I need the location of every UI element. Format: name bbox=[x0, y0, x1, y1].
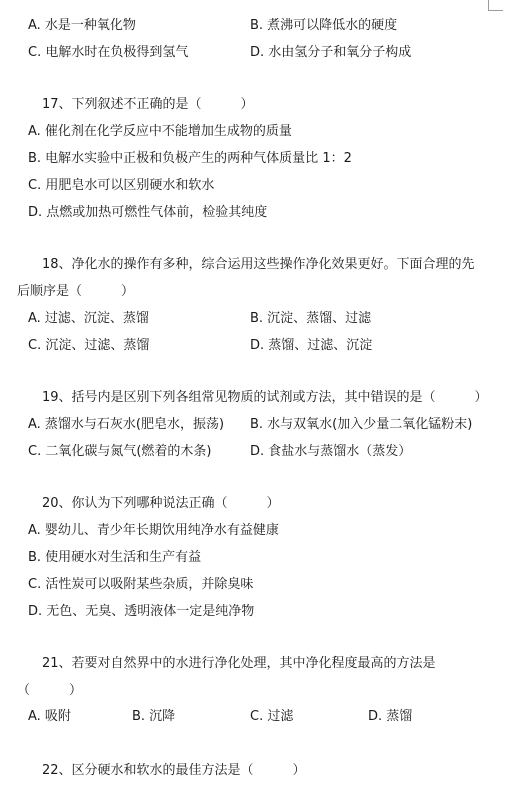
q19-option-c: C. 二氧化碳与氮气(燃着的木条) bbox=[28, 444, 212, 459]
q17-option-b: B. 电解水实验中正极和负极产生的两种气体质量比 1：2 bbox=[28, 151, 352, 166]
q21-option-d: D. 蒸馏 bbox=[368, 709, 413, 724]
q18-stem-line1: 18、净化水的操作有多种，综合运用这些操作净化效果更好。下面合理的先 bbox=[42, 257, 475, 272]
q21-option-a: A. 吸附 bbox=[28, 709, 71, 724]
q18-option-c: C. 沉淀、过滤、蒸馏 bbox=[28, 338, 150, 353]
q17-stem: 17、下列叙述不正确的是（ ） bbox=[42, 97, 254, 112]
q20-option-d: D. 无色、无臭、透明液体一定是纯净物 bbox=[28, 604, 255, 619]
q18-options-row1 bbox=[28, 310, 508, 328]
q18-options-row2 bbox=[28, 337, 508, 355]
q21-option-c: C. 过滤 bbox=[250, 709, 294, 724]
q21-stem-line1: 21、若要对自然界中的水进行净化处理，其中净化程度最高的方法是 bbox=[42, 656, 436, 671]
q20-stem: 20、你认为下列哪种说法正确（ ） bbox=[42, 496, 280, 511]
q19-options-row1 bbox=[28, 416, 508, 434]
q19-option-b: B. 水与双氧水(加入少量二氧化锰粉末) bbox=[250, 417, 473, 432]
q19-option-a: A. 蒸馏水与石灰水(肥皂水，振荡) bbox=[28, 417, 225, 432]
q18-stem-line2: 后顺序是（ ） bbox=[17, 284, 135, 299]
q17-option-c: C. 用肥皂水可以区别硬水和软水 bbox=[28, 178, 215, 193]
q17-option-d: D. 点燃或加热可燃性气体前，检验其纯度 bbox=[28, 205, 268, 220]
q16-options-row2 bbox=[28, 44, 508, 62]
q19-stem: 19、括号内是区别下列各组常见物质的试剂或方法，其中错误的是（ ） bbox=[42, 390, 488, 405]
q19-option-d: D. 食盐水与蒸馏水（蒸发） bbox=[250, 444, 412, 459]
q20-option-a: A. 婴幼儿、青少年长期饮用纯净水有益健康 bbox=[28, 523, 279, 538]
q16-option-c: C. 电解水时在负极得到氢气 bbox=[28, 45, 189, 60]
q20-option-c: C. 活性炭可以吸附某些杂质，并除臭味 bbox=[28, 577, 254, 592]
q16-option-d: D. 水由氢分子和氧分子构成 bbox=[250, 45, 412, 60]
q16-option-a: A. 水是一种氧化物 bbox=[28, 18, 136, 33]
q18-option-d: D. 蒸馏、过滤、沉淀 bbox=[250, 338, 373, 353]
q18-option-a: A. 过滤、沉淀、蒸馏 bbox=[28, 311, 149, 326]
q16-option-b: B. 煮沸可以降低水的硬度 bbox=[250, 18, 398, 33]
q22-stem: 22、区分硬水和软水的最佳方法是（ ） bbox=[42, 763, 306, 778]
q19-options-row2 bbox=[28, 443, 508, 461]
q18-option-b: B. 沉淀、蒸馏、过滤 bbox=[250, 311, 372, 326]
q20-option-b: B. 使用硬水对生活和生产有益 bbox=[28, 550, 202, 565]
page-corner-mark bbox=[488, 0, 503, 11]
q16-options-row1 bbox=[28, 17, 508, 35]
q21-stem-line2: （ ） bbox=[17, 683, 83, 698]
q17-option-a: A. 催化剂在化学反应中不能增加生成物的质量 bbox=[28, 124, 292, 139]
q21-option-b: B. 沉降 bbox=[132, 709, 176, 724]
